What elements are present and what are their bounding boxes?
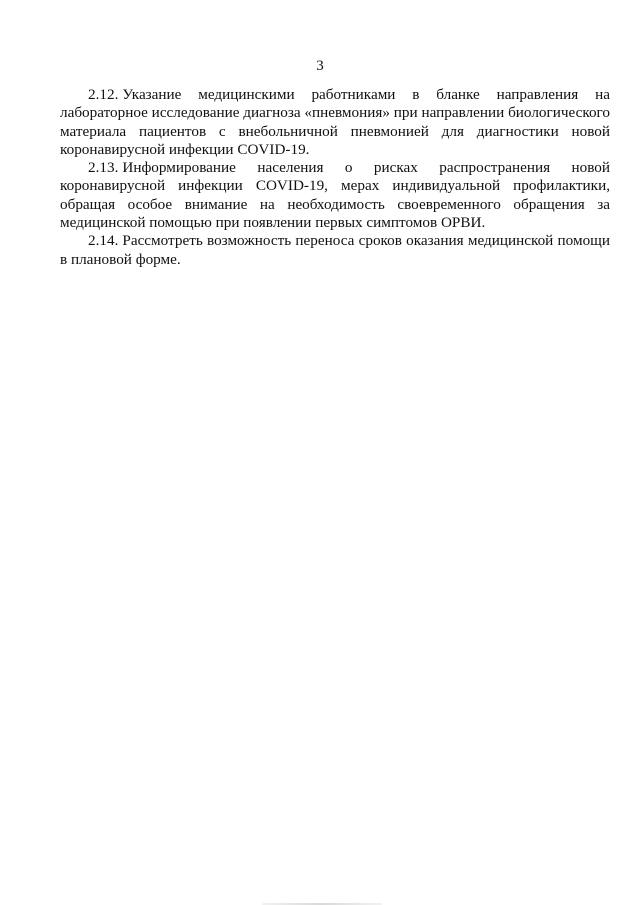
paragraph-number: 2.13. [88, 159, 119, 177]
paragraph-number: 2.14. [88, 232, 119, 250]
paragraph-2-14 [60, 232, 610, 269]
paragraph-number: 2.12. [88, 86, 119, 103]
document-body [60, 86, 610, 269]
paragraph-text: Информирование населения о рисках распространения новой коронавирусной инфекции COVID-19, мерах индивидуальной профилактики, обращая особое внимание на необходимость своевременного обращения за медицинской помощью при появлении первых симптомов ОРВИ. [60, 159, 610, 232]
paragraph-text: Указание медицинскими работниками в бланке направления на лабораторное исследование диагноза «пневмония» при направлении биологического материала пациентов с внебольничной пневмонией для диагностики новой коронавирусной инфекции COVID-19. [60, 86, 610, 158]
paragraph-2-12 [60, 86, 610, 159]
paragraph-text: Рассмотреть возможность переноса сроков оказания медицинской помощи в плановой форме. [60, 232, 610, 268]
paragraph-2-13 [60, 159, 610, 232]
page-number: 3 [316, 58, 324, 74]
